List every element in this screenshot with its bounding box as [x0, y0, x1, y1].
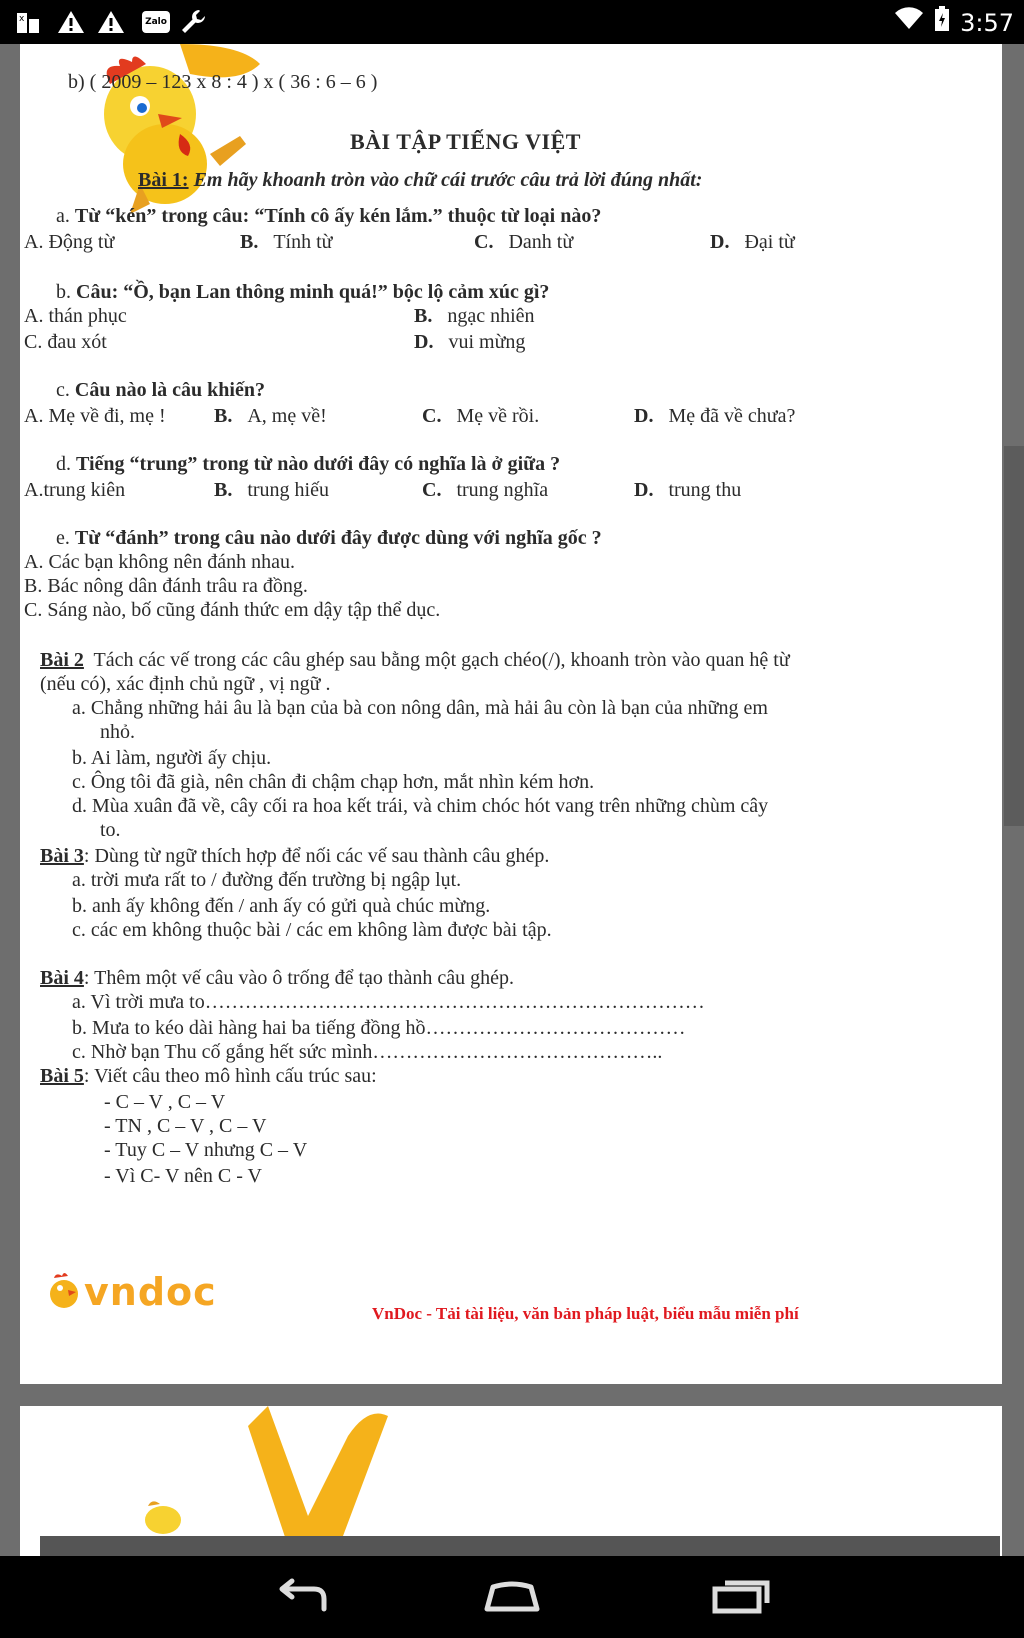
option-letter: D. [710, 231, 730, 253]
question-d-option-b [214, 478, 329, 502]
bai2-item-b: b. Ai làm, người ấy chịu. [72, 747, 272, 769]
option-letter: C. [422, 405, 442, 427]
option-letter: D. [634, 405, 654, 427]
bai3-item-b: b. anh ấy không đến / anh ấy có gửi quà chúc mừng. [72, 895, 491, 917]
question-b-option-a: A. thán phục [24, 305, 127, 327]
status-bar [0, 0, 1024, 44]
option-text: Mẹ đã về chưa? [668, 405, 796, 427]
question-d-option-d [634, 478, 741, 502]
option-text: trung thu [668, 479, 742, 501]
clock: 3:57 [960, 8, 1014, 37]
question-e-option-b: B. Bác nông dân đánh trâu ra đồng. [24, 575, 308, 597]
svg-text:x: x [19, 14, 25, 24]
bai4-label: Bài 4 [40, 967, 84, 989]
bai5-heading [40, 1064, 377, 1088]
question-b-option-b [414, 304, 535, 328]
question-c-text: Câu nào là câu khiến? [74, 379, 265, 401]
option-letter: B. [214, 479, 233, 501]
question-b-num: b. [56, 281, 71, 303]
vn-watermark-icon [248, 1406, 398, 1556]
question-c-option-c [422, 404, 539, 428]
option-letter: D. [414, 331, 434, 353]
bai2-item-d-cont: to. [100, 819, 121, 841]
option-text: vui mừng [448, 331, 526, 353]
bai5-item: - Tuy C – V nhưng C – V [104, 1139, 308, 1161]
option-text: trung nghĩa [456, 479, 549, 501]
bai4-item-a: a. Vì trời mưa to………………………………………………………………… [72, 991, 705, 1013]
home-button[interactable] [472, 1572, 552, 1622]
option-text: Đại từ [744, 231, 795, 253]
option-text: Danh từ [508, 231, 574, 253]
bai5-instruction: : Viết câu theo mô hình cấu trúc sau: [83, 1065, 377, 1087]
back-button[interactable] [262, 1572, 342, 1622]
option-text: Mẹ về rồi. [456, 405, 540, 427]
bai3-item-c: c. các em không thuộc bài / các em không làm được bài tập. [72, 919, 552, 941]
chicken-logo-icon [44, 1270, 84, 1315]
no-sim-icon [14, 8, 44, 36]
question-d-option-c [422, 478, 548, 502]
page-title: BÀI TẬP TIẾNG VIỆT [350, 129, 581, 154]
question-b-option-c: C. đau xót [24, 331, 107, 353]
bai4-heading [40, 966, 514, 990]
footer-tagline[interactable]: VnDoc - Tải tài liệu, văn bản pháp luật, biểu mẫu miễn phí [372, 1304, 799, 1323]
question-e-option-c: C. Sáng nào, bố cũng đánh thức em dậy tập thể dục. [24, 599, 441, 621]
bai3-heading [40, 844, 549, 868]
bai2-line2: (nếu có), xác định chủ ngữ , vị ngữ . [40, 673, 331, 695]
bai5-item: - TN , C – V , C – V [104, 1115, 267, 1137]
question-d-num: d. [56, 453, 71, 475]
bai3-label: Bài 3 [40, 845, 84, 867]
question-b-option-d [414, 330, 525, 354]
chicken-mascot-small-icon [138, 1496, 188, 1541]
question-c-option-a: A. Mẹ về đi, mẹ ! [24, 405, 166, 427]
question-b [56, 280, 549, 304]
question-a-text: Từ “kén” trong câu: “Tính cô ấy kén lắm.” thuộc từ loại nào? [74, 205, 602, 227]
bai4-instruction: : Thêm một vế câu vào ô trống để tạo thành câu ghép. [83, 967, 514, 989]
document-viewer[interactable] [0, 44, 1024, 1556]
question-d-text: Tiếng “trung” trong từ nào dưới đây có nghĩa là ở giữa ? [76, 453, 561, 475]
bai3-instruction: : Dùng từ ngữ thích hợp để nối các vế sau thành câu ghép. [83, 845, 550, 867]
warning-icon-2 [96, 8, 126, 36]
warning-icon [56, 8, 86, 36]
recent-apps-button[interactable] [700, 1572, 780, 1622]
document-page [20, 44, 1002, 1384]
question-a [56, 204, 601, 228]
page-shadow [40, 1536, 1000, 1556]
question-c-option-b [214, 404, 327, 428]
question-a-option-b [240, 230, 333, 254]
recent-apps-icon [705, 1577, 775, 1617]
option-text: Tính từ [273, 231, 333, 253]
bai4-item-c: c. Nhờ bạn Thu cố gắng hết sức mình…………………………………….. [72, 1041, 663, 1063]
option-letter: B. [240, 231, 259, 253]
wrench-icon [178, 8, 208, 36]
question-d-option-a: A.trung kiên [24, 479, 126, 501]
question-a-num: a. [56, 205, 70, 227]
question-a-option-a: A. Động từ [24, 231, 115, 253]
question-e [56, 526, 602, 550]
question-a-option-d [710, 230, 795, 254]
option-text: A, mẹ về! [247, 405, 327, 427]
vndoc-logo [44, 1272, 217, 1312]
vndoc-logo-text: vndoc [84, 1270, 217, 1314]
bai2-instruction: Tách các vế trong các câu ghép sau bằng một gạch chéo(/), khoanh tròn vào quan hệ từ [93, 649, 790, 671]
option-letter: D. [634, 479, 654, 501]
bai2-item-a-cont: nhỏ. [100, 721, 135, 743]
question-a-option-c [474, 230, 573, 254]
option-letter: C. [474, 231, 494, 253]
question-e-num: e. [56, 527, 70, 549]
battery-icon [934, 6, 950, 39]
question-e-text: Từ “đánh” trong câu nào dưới đây được dùng với nghĩa gốc ? [74, 527, 602, 549]
option-letter: B. [214, 405, 233, 427]
scrollbar[interactable] [1004, 446, 1024, 826]
option-letter: C. [422, 479, 442, 501]
bai1-label: Bài 1: [138, 169, 189, 191]
math-expression: b) ( 2009 – 123 x 8 : 4 ) x ( 36 : 6 – 6 ) [68, 71, 378, 93]
question-d [56, 452, 560, 476]
bai2-item-d: d. Mùa xuân đã về, cây cối ra hoa kết trái, và chim chóc hót vang trên những chùm cây [72, 795, 769, 817]
bai2-line1 [40, 648, 790, 672]
document-page-2 [20, 1406, 1002, 1556]
home-icon [477, 1577, 547, 1617]
wifi-icon [894, 7, 924, 38]
option-text: trung hiếu [247, 479, 329, 501]
navigation-bar [0, 1556, 1024, 1638]
bai2-item-c: c. Ông tôi đã già, nên chân đi chậm chạp hơn, mắt nhìn kém hơn. [72, 771, 595, 793]
question-b-text: Câu: “Ồ, bạn Lan thông minh quá!” bộc lộ cảm xúc gì? [76, 281, 550, 303]
bai1-heading [138, 168, 702, 192]
bai1-prompt: Em hãy khoanh tròn vào chữ cái trước câu trả lời đúng nhất: [193, 169, 703, 191]
question-c [56, 378, 265, 402]
bai4-item-b: b. Mưa to kéo dài hàng hai ba tiếng đồng hồ………………………………… [72, 1017, 686, 1039]
option-text: ngạc nhiên [447, 305, 535, 327]
question-c-option-d [634, 404, 795, 428]
question-e-option-a: A. Các bạn không nên đánh nhau. [24, 551, 296, 573]
bai3-item-a: a. trời mưa rất to / đường đến trường bị ngập lụt. [72, 869, 462, 891]
bai5-item: - C – V , C – V [104, 1091, 226, 1113]
bai2-label: Bài 2 [40, 649, 84, 671]
bai2-item-a: a. Chẳng những hải âu là bạn của bà con nông dân, mà hải âu còn là bạn của những em [72, 697, 768, 719]
zalo-label: Zalo [142, 11, 170, 33]
zalo-icon [140, 8, 172, 36]
option-letter: B. [414, 305, 433, 327]
bai5-label: Bài 5 [40, 1065, 84, 1087]
bai5-item: - Vì C- V nên C - V [104, 1165, 262, 1187]
back-icon [270, 1577, 334, 1617]
question-c-num: c. [56, 379, 70, 401]
